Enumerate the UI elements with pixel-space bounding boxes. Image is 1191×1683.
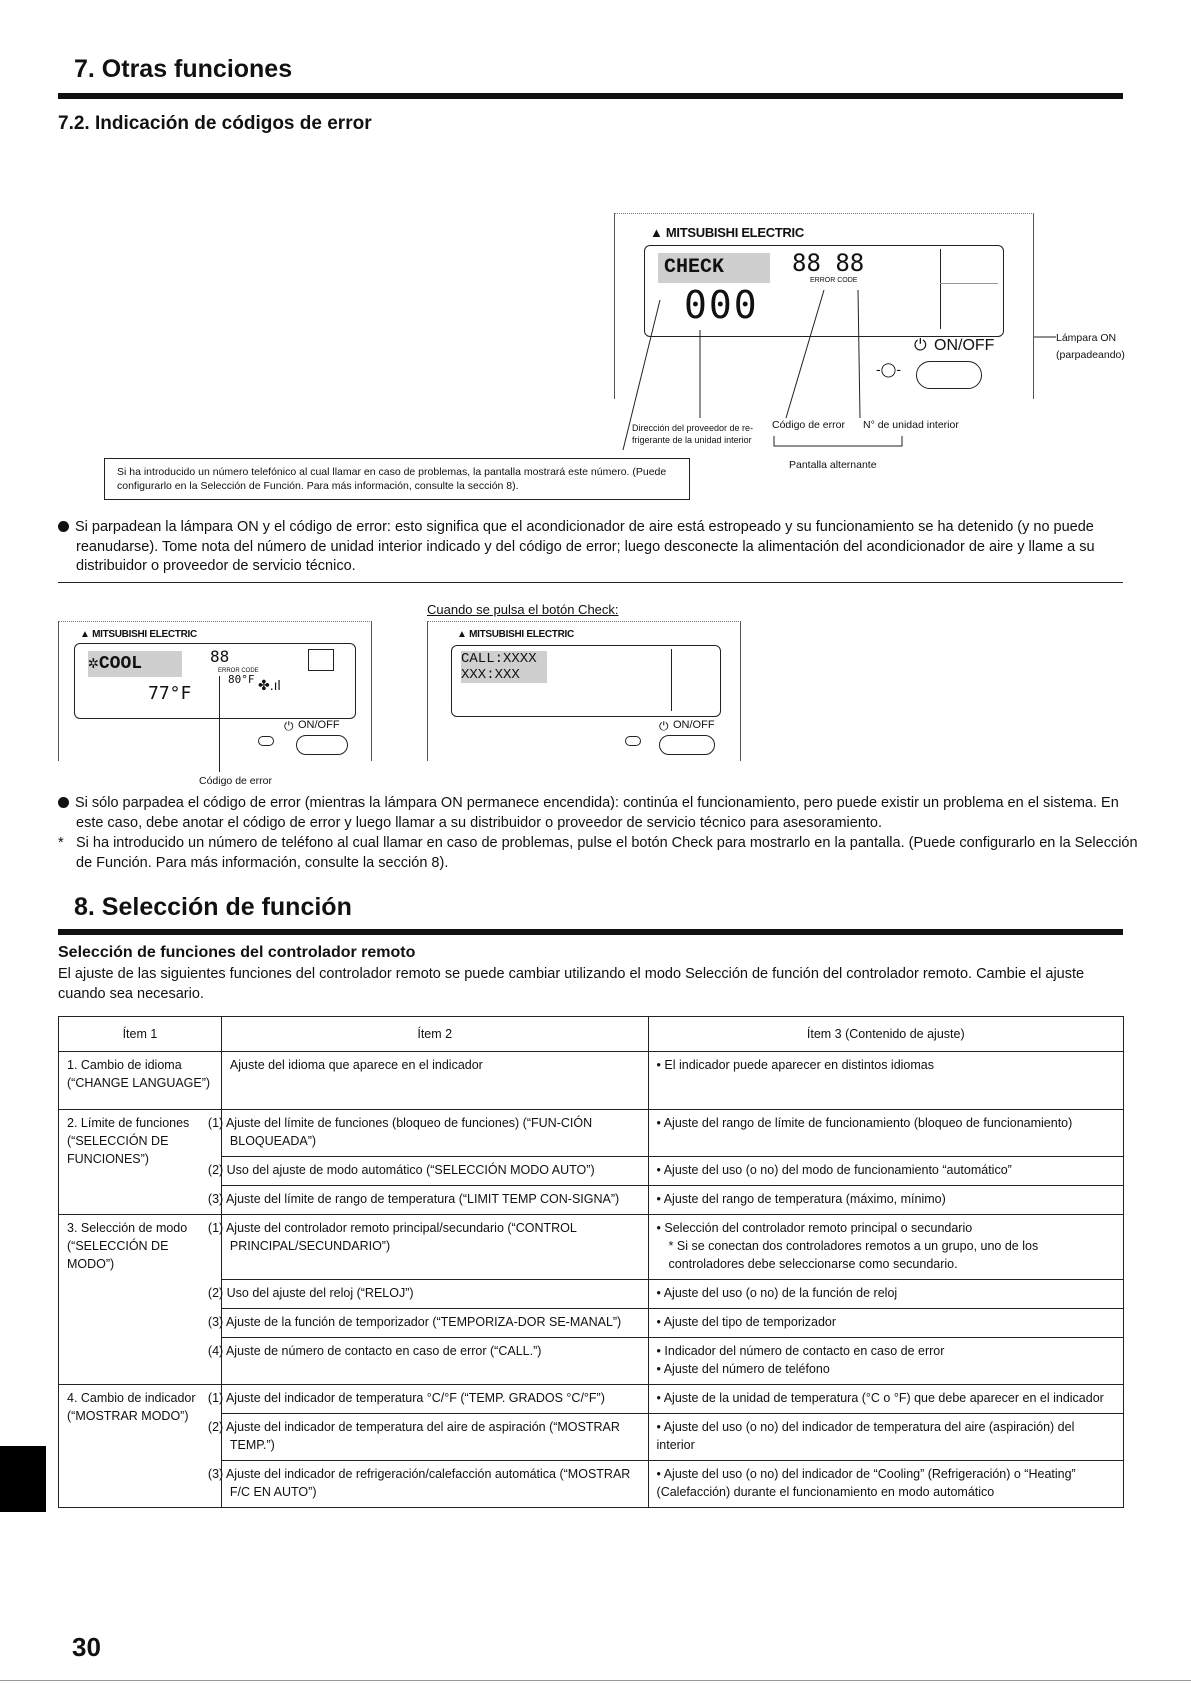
table-row — [59, 1052, 1124, 1110]
item3-cell: • Ajuste del uso (o no) del indicador de temperatura del aire (aspiración) del interior — [648, 1414, 1123, 1461]
item2-cell: (3) Ajuste del indicador de refrigeración/calefacción automática (“MOSTRAR F/C EN AUTO”) — [221, 1461, 648, 1508]
item3-cell: • Ajuste de la unidad de temperatura (°C o °F) que debe aparecer en el indicador — [648, 1385, 1123, 1414]
item2-cell: (1) Ajuste del controlador remoto principal/secundario (“CONTROL PRINCIPAL/SECUNDARIO”) — [221, 1215, 648, 1280]
cool-indicator: ✲COOL — [88, 651, 182, 677]
bullet-dot — [58, 797, 69, 808]
bottom-rule — [0, 1680, 1191, 1681]
item3-note: * Si se conectan dos controladores remotos a un grupo, uno de los controladores debe seleccionarse como secundario. — [668, 1239, 1039, 1271]
set-temp: 80°F — [228, 673, 255, 686]
seven-segment-code: 000 — [684, 283, 759, 327]
table-row — [59, 1385, 1124, 1414]
onoff-icon: ⏻ — [914, 337, 927, 354]
divider-line — [58, 582, 1123, 583]
figure-cool-display — [58, 621, 372, 761]
bullet-dot — [58, 521, 69, 532]
seven-segment-error: 88 — [210, 647, 230, 666]
item2-cell: (4) Ajuste de número de contacto en caso de error (“CALL.”) — [221, 1338, 648, 1385]
item3-cell: • Ajuste del uso (o no) del modo de funcionamiento “automático” — [648, 1157, 1123, 1186]
onoff-button[interactable] — [296, 735, 348, 755]
check-indicator: CHECK — [658, 253, 770, 283]
item1-cell: 1. Cambio de idioma (“CHANGE LANGUAGE”) — [59, 1052, 222, 1110]
onoff-label: ON/OFF — [934, 337, 995, 354]
item3-cell: • Indicador del número de contacto en caso de error • Ajuste del número de teléfono — [648, 1338, 1123, 1385]
error-code-leader — [219, 676, 220, 772]
figure-call-display — [427, 621, 741, 761]
seven-segment-error: 88 88 — [792, 249, 865, 277]
alternating-display-label: Pantalla alternante — [789, 459, 877, 471]
item3-cell: • El indicador puede aparecer en distintos idiomas — [648, 1052, 1123, 1110]
lamp-small-icon — [625, 736, 641, 746]
section-7-2-subtitle: 7.2. Indicación de códigos de error — [58, 113, 372, 134]
mitsubishi-logo: ▲ MITSUBISHI ELECTRIC — [650, 225, 804, 240]
refrigerant-address-label: Dirección del proveedor de re- frigerante de la unidad interior — [632, 423, 754, 445]
call-number-display: CALL:XXXX XXX:XXX — [461, 651, 547, 683]
room-temp: 77°F — [148, 683, 192, 704]
page-number: 30 — [72, 1632, 101, 1662]
onoff-icon: ⏻ — [659, 719, 669, 733]
onoff-label: ON/OFF — [673, 719, 715, 731]
language-tab-marker — [0, 1446, 46, 1512]
item2-cell: (3) Ajuste del límite de rango de temperatura (“LIMIT TEMP CON-SIGNA”) — [221, 1186, 648, 1215]
section-8-rule — [58, 929, 1123, 935]
phone-note-box: Si ha introducido un número telefónico al cual llamar en caso de problemas, la pantalla mostrará este número. (Puede configurarlo en la Selección de Función. Para más información, consulte la sección 8). — [104, 458, 690, 500]
fan-icon: ✲ — [88, 654, 99, 674]
check-button-caption: Cuando se pulsa el botón Check: — [427, 602, 619, 617]
section-8-title: 8. Selección de función — [74, 893, 352, 921]
section-7-title: 7. Otras funciones — [74, 55, 293, 83]
item3-cell: • Ajuste del uso (o no) de la función de reloj — [648, 1280, 1123, 1309]
lamp-on-label: Lámpara ON (parpadeando) — [1056, 332, 1125, 361]
function-table — [58, 1016, 1124, 1508]
asterisk-mark: * — [58, 835, 64, 851]
item3-cell: • Ajuste del rango de límite de funcionamiento (bloqueo de funcionamiento) — [648, 1110, 1123, 1157]
item2-cell: Ajuste del idioma que aparece en el indicador — [221, 1052, 648, 1110]
section-8-subtitle: Selección de funciones del controlador remoto — [58, 944, 416, 961]
section-8-intro: El ajuste de las siguientes funciones del controlador remoto se puede cambiar utilizando el modo Selección de función del controlador remoto. Cambie el ajuste cuando sea necesario. — [58, 966, 1085, 1002]
item2-cell: (2) Uso del ajuste de modo automático (“SELECCIÓN MODO AUTO”) — [221, 1157, 648, 1186]
mitsubishi-logo: ▲ MITSUBISHI ELECTRIC — [80, 629, 197, 640]
item1-cell: 3. Selección de modo (“SELECCIÓN DE MODO”) — [59, 1215, 222, 1385]
table-header: Ítem 2 — [221, 1017, 648, 1052]
onoff-button[interactable] — [659, 735, 715, 755]
filter-icon — [308, 649, 334, 671]
on-lamp-icon: -◯- — [876, 361, 901, 377]
indoor-unit-label: N° de unidad interior — [863, 419, 959, 431]
mitsubishi-diamonds-icon: ▲ — [650, 225, 663, 240]
item2-cell: (3) Ajuste de la función de temporizador (“TEMPORIZA-DOR SE-MANAL”) — [221, 1309, 648, 1338]
table-header: Ítem 3 (Contenido de ajuste) — [648, 1017, 1123, 1052]
error-code-tag: ERROR CODE — [218, 668, 259, 674]
onoff-icon: ⏻ — [284, 719, 294, 733]
item2-cell: (1) Ajuste del indicador de temperatura °C/°F (“TEMP. GRADOS °C/°F”) — [221, 1385, 648, 1414]
table-row — [59, 1215, 1124, 1280]
item3-cell: • Ajuste del tipo de temporizador — [648, 1309, 1123, 1338]
item2-cell: (2) Uso del ajuste del reloj (“RELOJ”) — [221, 1280, 648, 1309]
item3-cell: • Ajuste del uso (o no) del indicador de “Cooling” (Refrigeración) o “Heating” (Calefacción) durante el funcionamiento en modo automático — [648, 1461, 1123, 1508]
error-code-label-2: Código de error — [199, 775, 272, 787]
lamp-small-icon — [258, 736, 274, 746]
table-header-row — [59, 1017, 1124, 1052]
paragraph-phone-note: * Si ha introducido un número de teléfono al cual llamar en caso de problemas, pulse el botón Check para mostrarlo en la pantalla. (Puede configurarlo en la Selección de Función. Para más información, consulte la sección 8). — [58, 835, 1138, 871]
table-row — [59, 1110, 1124, 1157]
onoff-label: ON/OFF — [298, 719, 340, 731]
lcd-divider — [671, 649, 672, 711]
mitsubishi-logo: ▲ MITSUBISHI ELECTRIC — [457, 629, 574, 640]
item3-cell: • Selección del controlador remoto principal o secundario * Si se conectan dos controladores remotos a un grupo, uno de los controladores debe seleccionarse como secundario. — [648, 1215, 1123, 1280]
paragraph-error-stop: Si parpadean la lámpara ON y el código de error: esto significa que el acondicionador de aire está estropeado y su funcionamiento se ha detenido (y no puede reanudarse). Tome nota del número de unidad interior indicado y del código de error; luego desconecte la alimentación del acondicionador de aire y llame a su distribuidor o proveedor de servicio técnico. — [58, 518, 1142, 577]
item3-cell: • Ajuste del rango de temperatura (máximo, mínimo) — [648, 1186, 1123, 1215]
table-header: Ítem 1 — [59, 1017, 222, 1052]
error-code-tag: ERROR CODE — [810, 277, 858, 284]
item1-cell: 2. Límite de funciones (“SELECCIÓN DE FUNCIONES”) — [59, 1110, 222, 1215]
item2-cell: (2) Ajuste del indicador de temperatura del aire de aspiración (“MOSTRAR TEMP.”) — [221, 1414, 648, 1461]
item2-cell: (1) Ajuste del límite de funciones (bloqueo de funciones) (“FUN-CIÓN BLOQUEADA”) — [221, 1110, 648, 1157]
fan-speed-icon: ✤.ıl — [258, 677, 281, 693]
error-code-label: Código de error — [772, 419, 845, 431]
paragraph-code-only: Si sólo parpadea el código de error (mientras la lámpara ON permanece encendida): continúa el funcionamiento, pero puede existir un problema en el sistema. En este caso, debe anotar el código de error y luego llamar a su distribuidor o proveedor de servicio técnico para asesoramiento. — [58, 794, 1142, 833]
item1-cell: 4. Cambio de indicador (“MOSTRAR MODO”) — [59, 1385, 222, 1508]
